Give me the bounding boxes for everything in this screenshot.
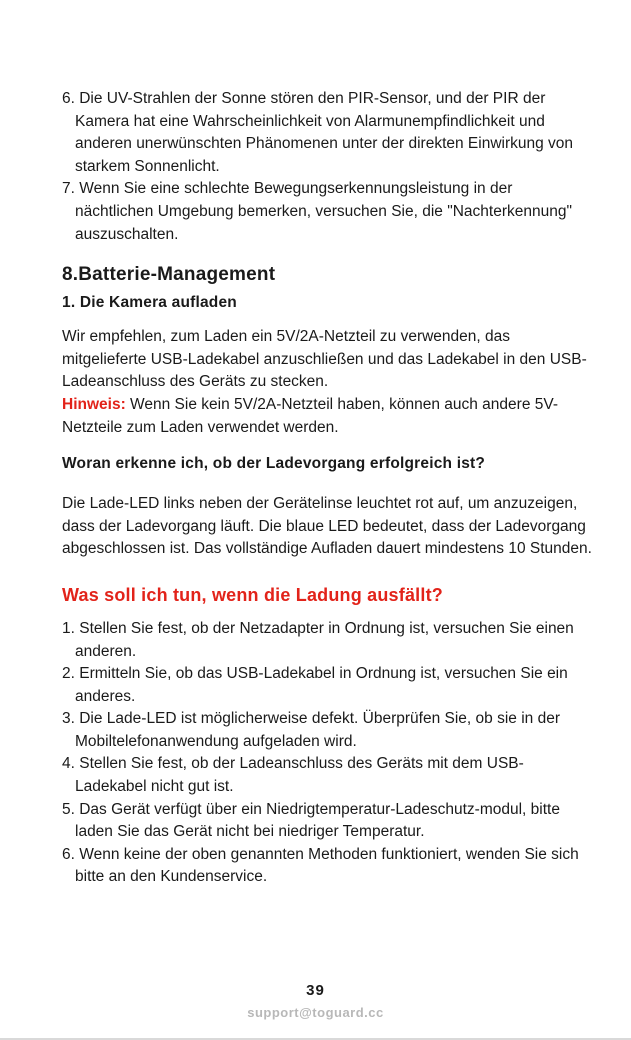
troubleshoot-item: 2. Ermitteln Sie, ob das USB-Ladekabel in Ordnung ist, versuchen Sie ein anderes. [62,665,568,705]
intro-list [62,88,592,246]
intro-item-7: 7. Wenn Sie eine schlechte Bewegungserkennungsleistung in der nächtlichen Umgebung bemerken, versuchen Sie, die "Nachterkennung" auszuschalten. [62,180,572,243]
troubleshoot-heading: Was soll ich tun, wenn die Ladung ausfällt? [62,584,443,605]
intro-item-6: 6. Die UV-Strahlen der Sonne stören den PIR-Sensor, und der PIR der Kamera hat eine Wahrscheinlichkeit von Alarmunempfindlichkeit und anderen unerwünschten Phänomenen unter der direkten Einwirkung von starkem Sonnenlicht. [62,90,574,175]
troubleshoot-item: 6. Wenn keine der oben genannten Methoden funktioniert, wenden Sie sich bitte an den Kundenservice. [62,845,579,886]
hint-paragraph [62,394,592,439]
troubleshoot-item: 3. Die Lade-LED ist möglicherweise defekt. Überprüfen Sie, ob sie in der Mobiltelefonanwendung aufgeladen wird. [62,710,560,750]
charging-paragraph: Wir empfehlen, zum Laden ein 5V/2A-Netzteil zu verwenden, das mitgelieferte USB-Ladekabel anzuschließen und das Ladekabel in den USB-Ladeanschluss des Geräts zu stecken. [62,328,587,391]
page-number: 39 [306,982,325,999]
charging-answer: Die Lade-LED links neben der Gerätelinse leuchtet rot auf, um anzuzeigen, dass der Ladevorgang läuft. Die blaue LED bedeutet, dass der Ladevorgang abgeschlossen ist. Das vollständige Aufladen dauert mindestens 10 Stunden. [62,495,592,558]
section-title: 8.Batterie-Management [62,264,276,286]
troubleshoot-list [62,618,592,889]
section-subtitle: 1. Die Kamera aufladen [62,294,237,312]
charging-question: Woran erkenne ich, ob der Ladevorgang erfolgreich ist? [62,455,486,473]
hint-text: Wenn Sie kein 5V/2A-Netzteil haben, können auch andere 5V-Netzteile zum Laden verwendet werden. [62,395,559,436]
hint-label: Hinweis: [62,395,126,413]
troubleshoot-item: 5. Das Gerät verfügt über ein Niedrigtemperatur-Ladeschutz-modul, bitte laden Sie das Gerät nicht bei niedriger Temperatur. [62,800,560,841]
support-email: support@toguard.cc [247,1005,384,1020]
manual-page [62,88,592,889]
troubleshoot-item: 4. Stellen Sie fest, ob der Ladeanschluss des Geräts mit dem USB-Ladekabel nicht gut ist. [62,755,524,796]
troubleshoot-item: 1. Stellen Sie fest, ob der Netzadapter in Ordnung ist, versuchen Sie einen anderen. [62,619,574,660]
